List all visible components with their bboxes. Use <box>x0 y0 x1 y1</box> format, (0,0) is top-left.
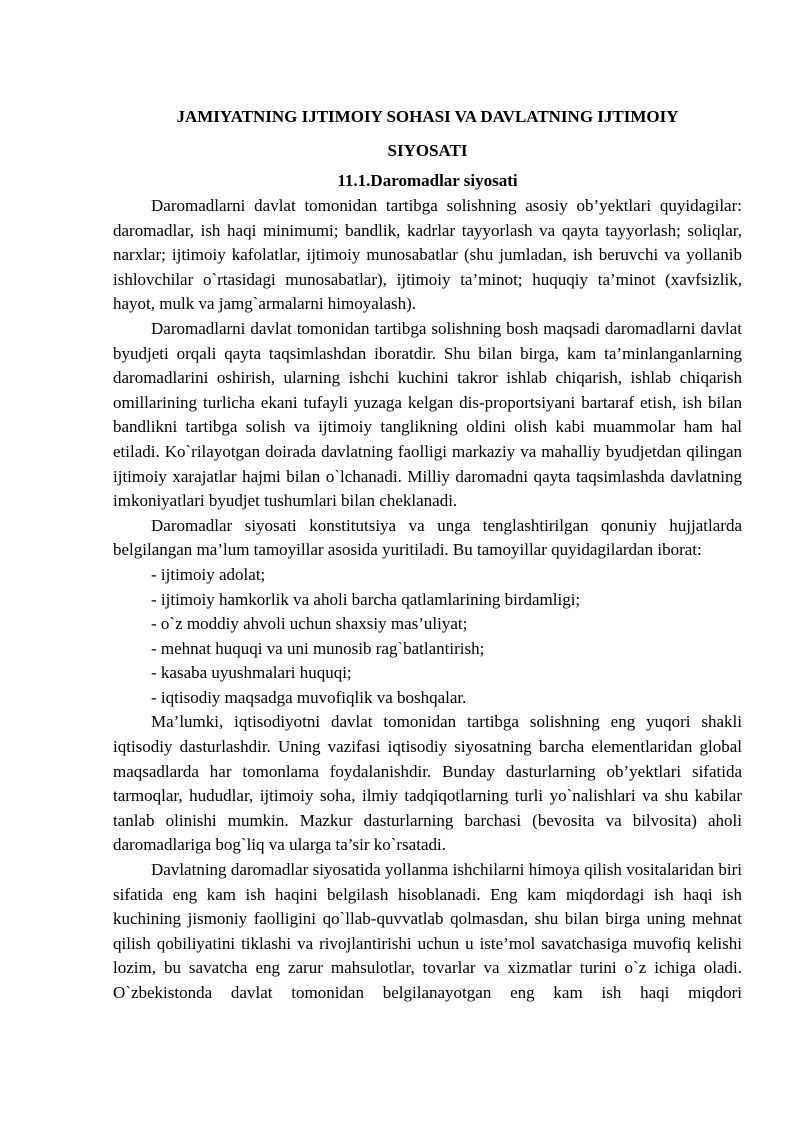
paragraph-minimum-wage: Davlatning daromadlar siyosatida yollanma ishchilarni himoya qilish vositalaridan biri sifatida eng kam ish haqini belgilash hisoblanadi. Eng kam miqdordagi ish haqi ish kuchining jismoniy faolligini qo`llab-quvvatlab qolmasdan, shu bilan birga uning mehnat qilish qobiliyatini tiklashi va rivojlantirishi uchun u iste’mol savatchasiga muvofiq kelishi lozim, bu savatcha eng zarur mahsulotlar, tovarlar va xizmatlar turini o`z ichiga oladi. O`zbekistonda davlat tomonidan belgilanayotgan eng kam ish haqi miqdori <box>113 860 742 1002</box>
list-item: - o`z moddiy ahvoli uchun shaxsiy mas’uliyat; <box>151 614 468 634</box>
principles-list <box>113 563 742 711</box>
list-item: - iqtisodiy maqsadga muvofiqlik va boshqalar. <box>151 687 467 707</box>
list-item: - kasaba uyushmalari huquqi; <box>151 663 352 683</box>
list-item: - ijtimoiy adolat; <box>151 564 266 584</box>
list-item: - mehnat huquqi va uni munosib rag`batlantirish; <box>151 638 485 658</box>
paragraph-main-goal: Daromadlarni davlat tomonidan tartibga solishning bosh maqsadi daromadlarni davlat byudjeti orqali qayta taqsimlashdan iboratdir. Shu bilan birga, kam ta’minlanganlarning daromadlarini oshirish, ularning ishchi kuchini takror ishlab chiqarish, ishlab chiqarish omillarining turlicha ekani tufayli yuzaga kelgan dis-proportsiyani bartaraf etish, ish bilan bandlikni tartibga solish va ijtimoiy tanglikning oldini olish kabi muammolar ham hal etiladi. Ko`rilayotgan doirada davlatning faolligi markaziy va mahalliy byudjetdan qilingan ijtimoiy xarajatlar hajmi bilan o`lchanadi. Milliy daromadni qayta taqsimlashda davlatning imkoniyatlari byudjet tushumlari bilan cheklanadi. <box>113 318 742 511</box>
document-page <box>113 100 742 1006</box>
document-title <box>113 100 742 168</box>
section-heading: 11.1.Daromadlar siyosati <box>337 171 518 190</box>
paragraph-principles-intro: Daromadlar siyosati konstitutsiya va unga tenglashtirilgan qonuniy hujjatlarda belgilangan ma’lum tamoyillar asosida yuritiladi. Bu tamoyillar quyidagilardan iborat: <box>113 515 742 560</box>
title-line-1: JAMIYATNING IJTIMOIY SOHASI VA DAVLATNING IJTIMOIY <box>176 107 679 126</box>
list-item: - ijtimoiy hamkorlik va aholi barcha qatlamlarining birdamligi; <box>151 589 581 609</box>
paragraph-objects: Daromadlarni davlat tomonidan tartibga solishning asosiy ob’yektlari quyidagilar: daromadlar, ish haqi minimumi; bandlik, kadrlar tayyorlash va qayta tayyorlash; soliqlar, narxlar; ijtimoiy kafolatlar, ijtimoiy munosabatlar (shu jumladan, ish beruvchi va yollanib ishlovchilar o`rtasidagi munosabatlar), ijtimoiy ta’minot; huquqiy ta’minot (xavfsizlik, hayot, mulk va jamg`armalarni himoyalash). <box>113 196 742 314</box>
paragraph-economic-programming: Ma’lumki, iqtisodiyotni davlat tomonidan tartibga solishning eng yuqori shakli iqtisodiy dasturlashdir. Uning vazifasi iqtisodiy siyosatning barcha elementlaridan global maqsadlarda har tomonlama foydalanishdir. Bunday dasturlarning ob’yektlari sifatida tarmoqlar, hududlar, ijtimoiy soha, ilmiy tadqiqotlarning turli yo`nalishlari va shu kabilar tanlab olinishi mumkin. Mazkur dasturlarning barchasi (bevosita va bilvosita) aholi daromadlariga bog`liq va ularga ta’sir ko`rsatadi. <box>113 712 742 855</box>
title-line-2: SIYOSATI <box>387 141 468 160</box>
